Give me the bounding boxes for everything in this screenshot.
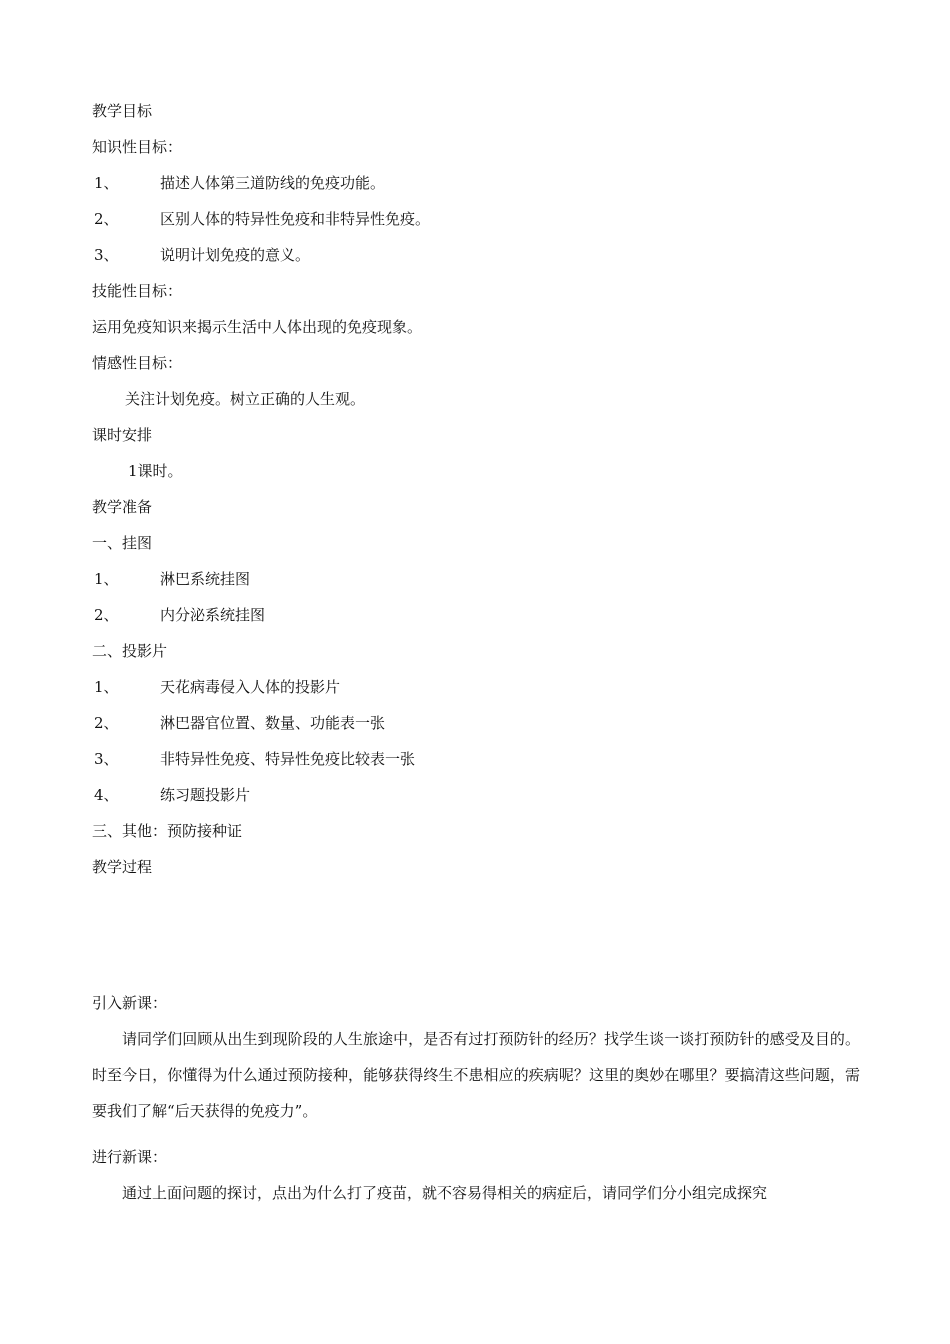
knowledge-item — [92, 245, 310, 265]
item-number: 1、 — [94, 174, 119, 192]
slide-item — [92, 749, 415, 769]
other-preparation: 三、其他：预防接种证 — [92, 822, 243, 840]
emotion-objectives-label: 情感性目标： — [92, 354, 183, 372]
emotion-objectives-text: 关注计划免疫。树立正确的人生观。 — [125, 390, 366, 408]
schedule-text: 1课时。 — [128, 462, 183, 480]
item-number: 3、 — [94, 246, 119, 264]
item-text: 淋巴器官位置、数量、功能表一张 — [160, 714, 386, 732]
item-number: 1、 — [94, 570, 119, 588]
slide-item — [92, 785, 250, 805]
slides-label: 二、投影片 — [92, 642, 168, 660]
slide-item — [92, 713, 385, 733]
skill-objectives-label: 技能性目标： — [92, 282, 183, 300]
item-text: 练习题投影片 — [160, 786, 251, 804]
knowledge-item — [92, 209, 430, 229]
item-number: 2、 — [94, 714, 119, 732]
item-text: 区别人体的特异性免疫和非特异性免疫。 — [160, 210, 431, 228]
knowledge-item — [92, 173, 385, 193]
item-text: 淋巴系统挂图 — [160, 570, 251, 588]
heading-teaching-objectives: 教学目标 — [92, 102, 153, 120]
new-lesson-label: 进行新课： — [92, 1148, 168, 1166]
new-lesson-paragraph: 通过上面问题的探讨，点出为什么打了疫苗，就不容易得相关的病症后，请同学们分小组完成探究 — [122, 1184, 768, 1202]
skill-objectives-text: 运用免疫知识来揭示生活中人体出现的免疫现象。 — [92, 318, 423, 336]
heading-teaching-process: 教学过程 — [92, 858, 153, 876]
knowledge-objectives-label: 知识性目标： — [92, 138, 183, 156]
wallcharts-label: 一、挂图 — [92, 534, 153, 552]
intro-label: 引入新课： — [92, 994, 168, 1012]
item-number: 1、 — [94, 678, 119, 696]
item-text: 说明计划免疫的意义。 — [160, 246, 311, 264]
item-number: 3、 — [94, 750, 119, 768]
item-text: 描述人体第三道防线的免疫功能。 — [160, 174, 386, 192]
item-number: 2、 — [94, 606, 119, 624]
item-text: 内分泌系统挂图 — [160, 606, 266, 624]
item-text: 非特异性免疫、特异性免疫比较表一张 — [160, 750, 416, 768]
item-number: 4、 — [94, 786, 119, 804]
heading-schedule: 课时安排 — [92, 426, 153, 444]
item-number: 2、 — [94, 210, 119, 228]
wallchart-item — [92, 605, 265, 625]
heading-preparation: 教学准备 — [92, 498, 153, 516]
slide-item — [92, 677, 340, 697]
wallchart-item — [92, 569, 250, 589]
intro-paragraph: 请同学们回顾从出生到现阶段的人生旅途中，是否有过打预防针的经历？找学生谈一谈打预防针的感受及目的。时至今日，你懂得为什么通过预防接种，能够获得终生不患相应的疾病呢？这里的奥妙在哪里？要搞清这些问题，需要我们了解“后天获得的免疫力”。 — [92, 1030, 860, 1120]
item-text: 天花病毒侵入人体的投影片 — [160, 678, 341, 696]
